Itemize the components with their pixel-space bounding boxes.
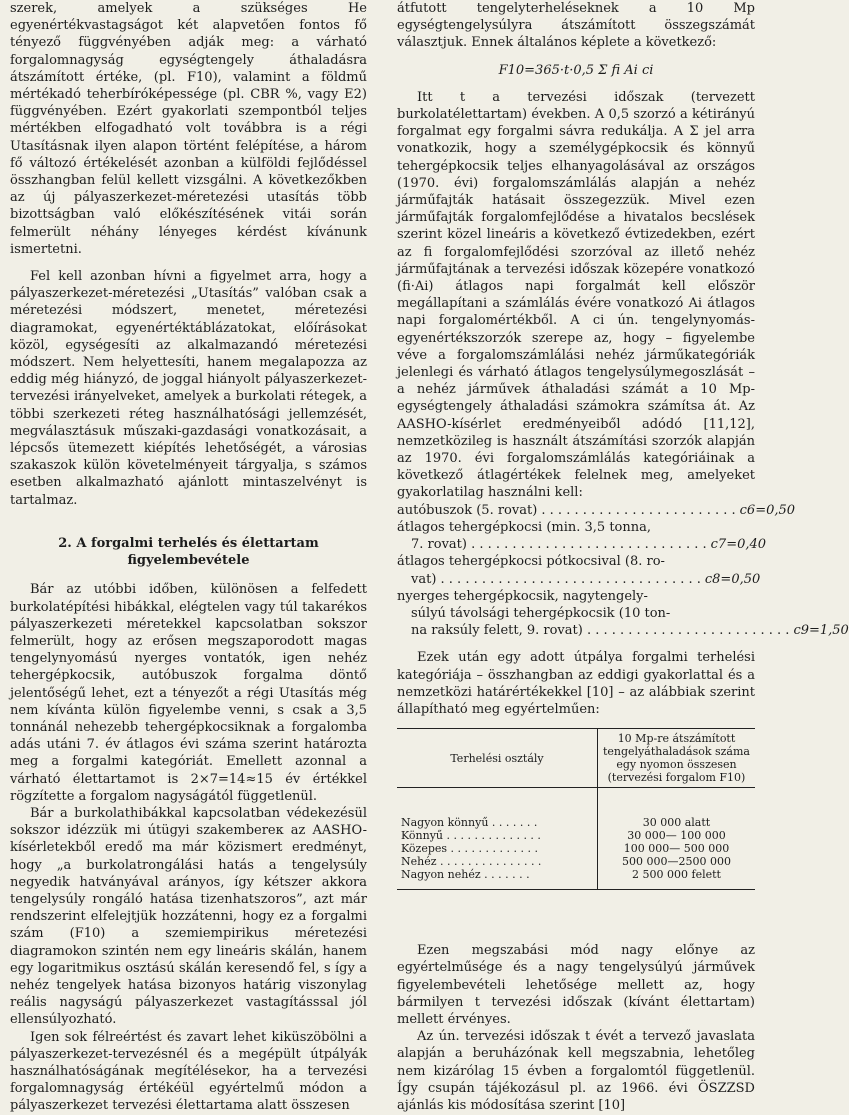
coefficient-value: c9=1,50 [793,623,849,639]
paragraph: Itt t a tervezési időszak (tervezett burkolatélettartam) években. A 0,5 szorzó a kétirányú forgalmat egy forgalmi sávra redukálja. A Σ jel arra vonatkozik, hogy a személygépkocsik és könnyű tehergépkocsik teljes elhanyagolásával az országos (1970. évi) forgalomszámlálás alapján a nehéz járműfajták hatásait összegezzük. Mivel ezen járműfajták forgalomfejlődése a hivatalos becslések szerint közel lineáris a következő évtizedekben, ezért az fi forgalomfejlődési szorzóval az illető nehéz járműfajtának a tervezési időszak közepére vonatkozó (fi·Ai) átlagos napi forgalmát kell először megállapítani a számlálás évére vonatkozó Ai átlagos napi forgalomértékből. A ci ún. tengelynyomás-egyenértékszorzók szerepe az, hogy – figyelembe véve a forgalomszámlálási nehéz járműkategóriák jelenlegi és várható átlagos tengelysúlymegoszlását – a nehéz járművek áthaladási számát a 10 Mp-egységtengely áthaladási számokra számítsa át. Az AASHO-kísérlet eredményeiből adódó [11,12], nemzetközileg is használt átszámítási szorzók alapján az 1970. évi forgalomszámlálás kategóriáinak a következő átlagértékek felelnek meg, amelyeket gyakorlatilag használni kell: [397,89,755,501]
paragraph: szerek, amelyek a szükséges He egyenértékvastagságot két alapvetően fontos fő tényező függvényében adják meg: a várható forgalomnagyság egységtengely áthaladásra átszámított értéke, (pl. F10), valamint a földmű mértékadó teherbíróképessége (pl. CBR %, vagy E2) függvényében. Ezért gyakorlati szempontból teljes mértékben elfogadható volt továbbra is a régi Utasításnak ilyen alapon történt felépítése, a három fő változó értékelését azonban a külföldi fejlődéssel összhangban felül kellett vizsgálni. A következőkben az új pályaszerkezet-méretezési utasítás több bizottságban való előkészítésének vitái során felmerült néhány lényeges kérdést kívánunk ismertetni. [10,1,367,257]
formula: F10=365·t·0,5 Σ fi Ai ci [498,62,654,78]
paragraph: Ezek után egy adott útpálya forgalmi terhelési kategóriája – összhangban az eddigi gyakorlattal és a nemzetközi határértékekkel [10] – az alábbiak szerint állapítható meg egyértelműen: [397,650,755,717]
paragraph: Bár az utóbbi időben, különösen a felfedett burkolatépítési hibákkal, elégtelen vagy túl takarékos pályaszerkezeti méretekkel kapcsolatban sokszor felmerült, hogy az erősen megszaporodott magas tengelynyomású nyerges vontatók, igen nehéz tehergépkocsik, autóbuszok forgalma döntő jelentőségű lehet, ezt a tényezőt a régi Utasítás még nem kívánta külön figyelembe venni, s csak a 3,5 tonnánál nehezebb tehergépkocsiknak a forgalomba adás utáni 7. év átlagos évi száma szerint határozta meg a forgalmi kategóriát. Emellett azonnal a várható élettartamot is 2×7=14≈15 év értékkel rögzítette a forgalom nagyságától függetlenül. [10,582,367,804]
coefficient-label: átlagos tehergépkocsi (min. 3,5 tonna, [397,519,651,535]
coefficient-item: nyerges tehergépkocsik, nagytengely- súlyú távolsági tehergépkocsik (10 ton- na raksúly felett, 9. rovat) . . . . . . . . . . . . . . . . . . . . . . . . . c9=1,50 [397,588,849,639]
paragraph: Bár a burkolathibákkal kapcsolatban védekezésül sokszor idézzük mi útügyi szakembereк az AASHO-kísérletekből eredő ma már közismert eredményt, hogy „a burkolatrongálási hatás a tengelysúly negyedik hatványával arányos, így kétszer akkora tengelysúly rongáló hatása tizenhatszoros”, azt már rendszerint elfelejtjük hozzátenni, hogy ez a forgalmi szám (F10) a szemiempirikus méretezési diagramokon szintén nem egy lineáris skálán, hanem egy logaritmikus osztású skálán keresendő fel, s így a nehéz tengelyek hatása bizonyos határig viszonylag reális nagyságú pályaszerkezet vastagításssal jól ellensúlyozható. [10,805,367,1028]
coefficient-list [397,502,849,640]
coefficient-value: c6=0,50 [739,502,796,518]
coefficient-item: átlagos tehergépkocsi pótkocsival (8. ro- vat) . . . . . . . . . . . . . . . . . . . . . . . . . . . . . . . . c8=0,50 [397,554,761,587]
coefficient-value: c7=0,40 [710,537,767,553]
table-header-class: Terhelési osztály [397,729,597,788]
paragraph: Ezen megszabási mód nagy előnye az egyértelműsége és a nagy tengelysúlyú járművek figyelembevételi lehetősége mellett az, hogy bármilyen t tervezési időszak (kívánt élettartam) mellett érvényes. [397,943,755,1027]
table-row: Közepes . . . . . . . . . . . . . 100 000— 500 000 [397,842,755,855]
coefficient-label: átlagos tehergépkocsi pótkocsival (8. ro- [397,554,665,570]
section-heading-line: 2. A forgalmi terhelés és élettartam [58,535,319,551]
paragraph: Az ún. tervezési időszak t évét a tervező javaslata alapján a beruházónak kell megszabnia, lehetőleg nem kizárólag 15 évben a forgalomtól függetlenül. Így csupán tájékozásul pl. az 1966. évi ÖSZZSD ajánlás kis módosítása szerint [10] [397,1029,755,1113]
coefficient-item [397,502,796,519]
section-heading [10,535,367,569]
table-header-value: 10 Mp-re átszámított tengelyáthaladások száma egy nyomon összesen (tervezési forgalom F10) [597,729,755,788]
paragraph: Igen sok félreértést és zavart lehet kiküszöbölni a pályaszerkezet-tervezésnél és a megépült útpályák használhatóságának megítélésekor, ha a tervezési forgalomnagyság értékéül egyértelmű módon a pályaszerkezet tervezési élettartama alatt összesen [10,1029,367,1114]
section-heading-line: figyelembevétele [127,553,250,569]
table-row: Nagyon nehéz . . . . . . . 2 500 000 felett [397,868,755,890]
paragraph: átfutott tengelyterheléseknek a 10 Mp egységtengelysúlyra átszámított összegszámát választjuk. Ennek általános képlete a következő: [397,1,755,51]
traffic-class-table [397,728,755,890]
right-column [397,0,849,1114]
table-row: Nagyon könnyű . . . . . . . 30 000 alatt [397,788,755,830]
coefficient-label: autóbuszok (5. rovat) . . . . . . . . . . . . . . . . . . . . . . . . [397,502,736,518]
table-row: Könnyű . . . . . . . . . . . . . . 30 000— 100 000 [397,829,755,842]
coefficient-value: c8=0,50 [704,571,761,587]
coefficient-label: nyerges tehergépkocsik, nagytengely- [397,588,648,604]
left-column [10,0,367,1115]
paragraph: Fel kell azonban hívni a figyelmet arra, hogy a pályaszerkezet-méretezési „Utasítás” valóban csak a méretezési módszert, menetet, méretezési diagramokat, egyenértéktáblázatokat, előírásokat közöl, egységesíti az alkalmazandó méretezési módszert. Nem helyettesíti, hanem megalapozza az eddig még hiányzó, de joggal hiányolt pályaszerkezet-tervezési irányelveket, amelyek a burkolati rétegek, a többi szerkezeti réteg használhatósági jellemzését, megválasztásuk műszaki-gazdasági vonatkozásait, a lépcsős ütemezett kiépítés lehetőségét, a városias szakaszok külön követelményeit tárgyalja, s számos esetben alkalmazható ajánlott mintaszelvényt is tartalmaz. [10,269,367,508]
table-row: Nehéz . . . . . . . . . . . . . . . 500 000—2500 000 [397,855,755,868]
coefficient-item: átlagos tehergépkocsi (min. 3,5 tonna, 7. rovat) . . . . . . . . . . . . . . . . . . . . . . . . . . . . . c7=0,40 [397,519,767,553]
